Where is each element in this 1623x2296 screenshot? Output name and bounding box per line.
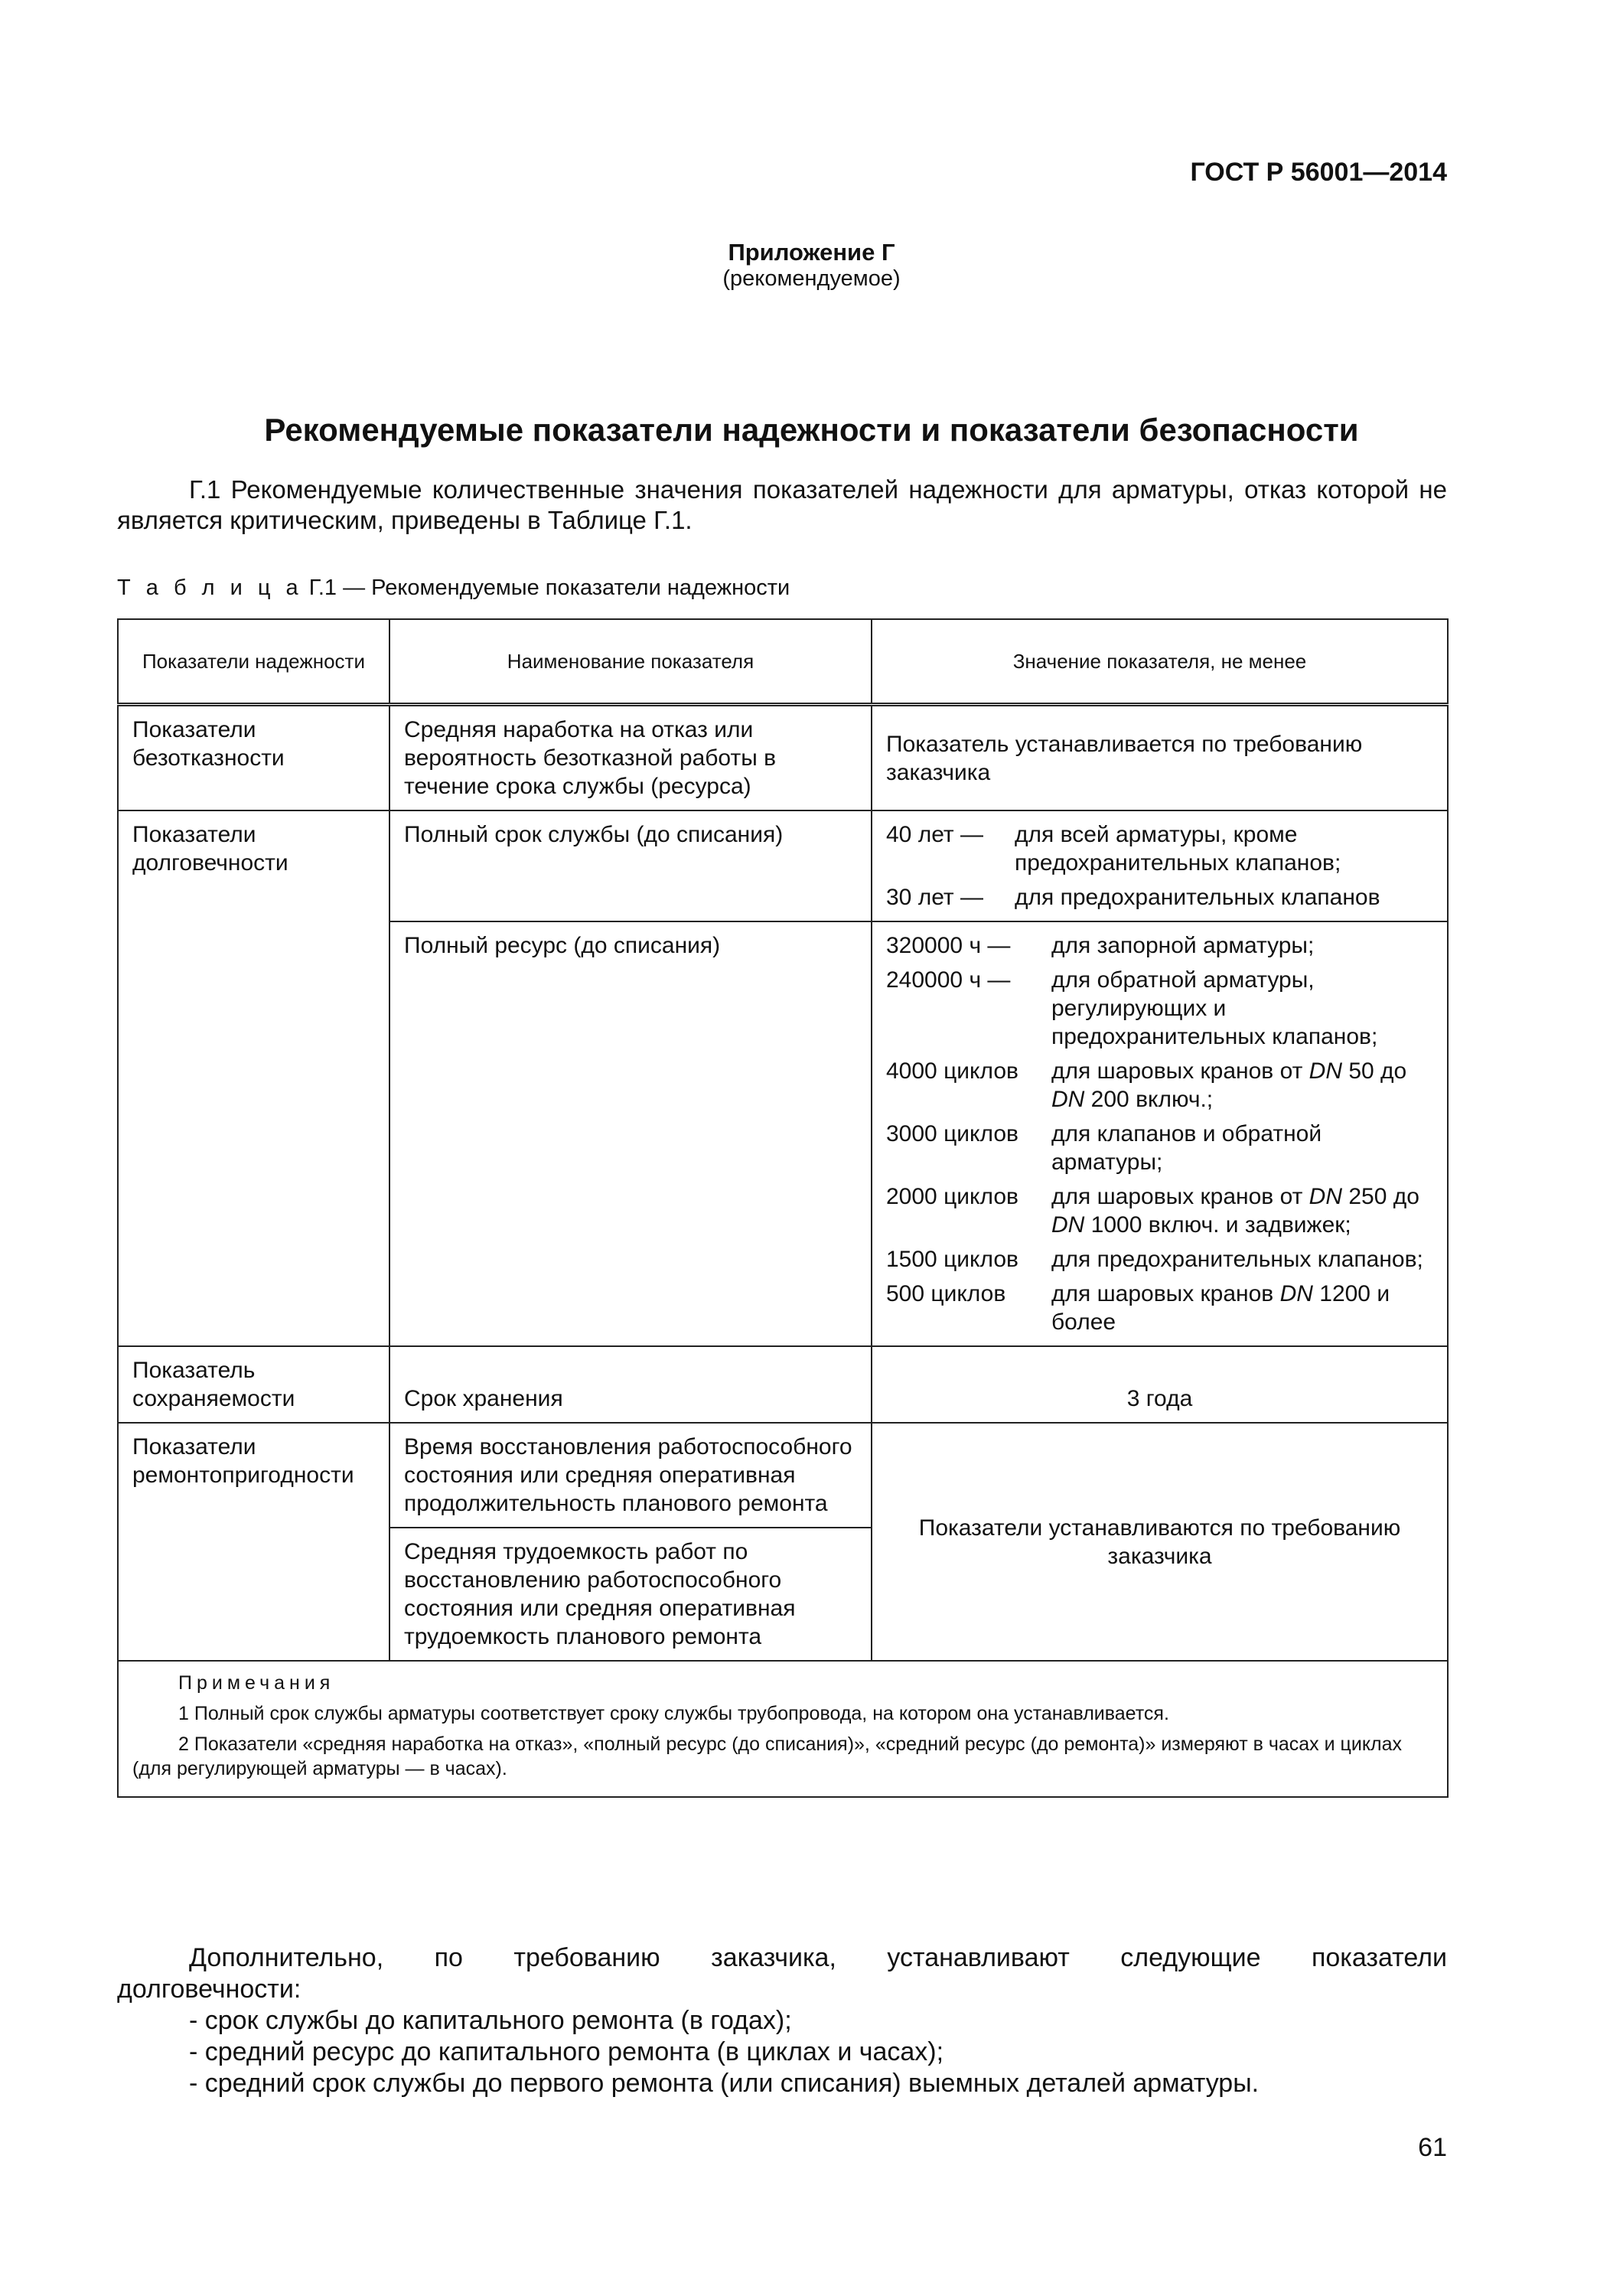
- additional-paragraph-cont: долговечности:: [117, 1975, 301, 2004]
- section-title: Рекомендуемые показатели надежности и показатели безопасности: [264, 412, 1359, 448]
- value-line: 320000 ч — для запорной арматуры;: [886, 933, 1315, 958]
- value-resource: [872, 921, 1448, 1346]
- table-caption: [117, 576, 790, 601]
- value-line: 4000 циклов для шаровых кранов от DN 50 до DN 200 включ.;: [886, 1058, 1407, 1112]
- value-line: 40 лет — для всей арматуры, кроме предохранительных клапанов;: [886, 822, 1341, 876]
- header-indicators: Показатели надежности: [118, 619, 389, 705]
- name-service-life: Полный срок службы (до списания): [389, 810, 872, 921]
- document-number: ГОСТ Р 56001—2014: [1190, 158, 1447, 187]
- value-line: 30 лет — для предохранительных клапанов: [886, 885, 1380, 910]
- table-row: [118, 1423, 1448, 1528]
- name-labor-intensity: Средняя трудоемкость работ по восстановлению работоспособного состояния или средняя оперативная трудоемкость планового ремонта: [389, 1528, 872, 1661]
- value-line: 1500 циклов для предохранительных клапанов;: [886, 1247, 1423, 1272]
- name-restore-time: Время восстановления работоспособного состояния или средняя оперативная продолжительность планового ремонта: [389, 1423, 872, 1528]
- value-line: 2000 циклов для шаровых кранов от DN 250 до DN 1000 включ. и задвижек;: [886, 1184, 1419, 1238]
- table-row: [118, 810, 1448, 921]
- header-indicator-name: Наименование показателя: [389, 619, 872, 705]
- page-number: 61: [1418, 2133, 1447, 2162]
- table-row: [118, 1346, 1448, 1423]
- table-caption-prefix: Т а б л и ц а: [117, 576, 303, 600]
- reliability-table: [117, 618, 1449, 1798]
- group-durability: Показатели долговечности: [118, 810, 389, 1346]
- group-maintainability: Показатели ремонтопригодности: [118, 1423, 389, 1661]
- list-item: - средний ресурс до капитального ремонта (в циклах и часах);: [189, 2037, 944, 2066]
- group-nonfailure: Показатели безотказности: [118, 705, 389, 811]
- list-item: - срок службы до капитального ремонта (в годах);: [189, 2006, 792, 2035]
- name-resource: Полный ресурс (до списания): [389, 921, 872, 1346]
- value-storage: 3 года: [872, 1346, 1448, 1423]
- list-item: - средний срок службы до первого ремонта (или списания) выемных деталей арматуры.: [189, 2069, 1260, 2098]
- table-header-row: [118, 619, 1448, 705]
- table-row: [118, 705, 1448, 811]
- table-notes: [118, 1661, 1448, 1797]
- intro-paragraph: Г.1 Рекомендуемые количественные значения показателей надежности для арматуры, отказ которой не является критическим, приведены в Таблице Г.1.: [117, 475, 1447, 534]
- value-nonfailure: Показатель устанавливается по требованию заказчика: [872, 705, 1448, 811]
- group-storability: Показатель сохраняемости: [118, 1346, 389, 1423]
- additional-paragraph: Дополнительно, по требованию заказчика, устанавливают следующие показатели: [189, 1943, 1447, 1972]
- note-1: 1 Полный срок службы арматуры соответствует сроку службы трубопровода, на котором она устанавливается.: [178, 1703, 1169, 1724]
- appendix-subtitle: (рекомендуемое): [722, 266, 901, 291]
- value-line: 240000 ч — для обратной арматуры, регулирующих и предохранительных клапанов;: [886, 967, 1378, 1049]
- notes-row: [118, 1661, 1448, 1797]
- table-caption-text: Г.1 — Рекомендуемые показатели надежности: [302, 576, 790, 600]
- notes-title: Примечания: [178, 1672, 335, 1694]
- name-nonfailure: Средняя наработка на отказ или вероятность безотказной работы в течение срока службы (ресурса): [389, 705, 872, 811]
- header-indicator-value: Значение показателя, не менее: [872, 619, 1448, 705]
- note-2: 2 Показатели «средняя наработка на отказ», «полный ресурс (до списания)», «средний ресурс (до ремонта)» измеряют в часах и циклах (для регулирующей арматуры — в часах).: [132, 1733, 1403, 1779]
- value-maintainability: Показатели устанавливаются по требованию заказчика: [872, 1423, 1448, 1661]
- name-storage: Срок хранения: [389, 1346, 872, 1423]
- value-service-life: [872, 810, 1448, 921]
- appendix-title: Приложение Г: [728, 239, 895, 266]
- value-line: 3000 циклов для клапанов и обратной арматуры;: [886, 1121, 1322, 1175]
- additional-section: [117, 1942, 1447, 2099]
- value-line: 500 циклов для шаровых кранов DN 1200 и более: [886, 1281, 1390, 1335]
